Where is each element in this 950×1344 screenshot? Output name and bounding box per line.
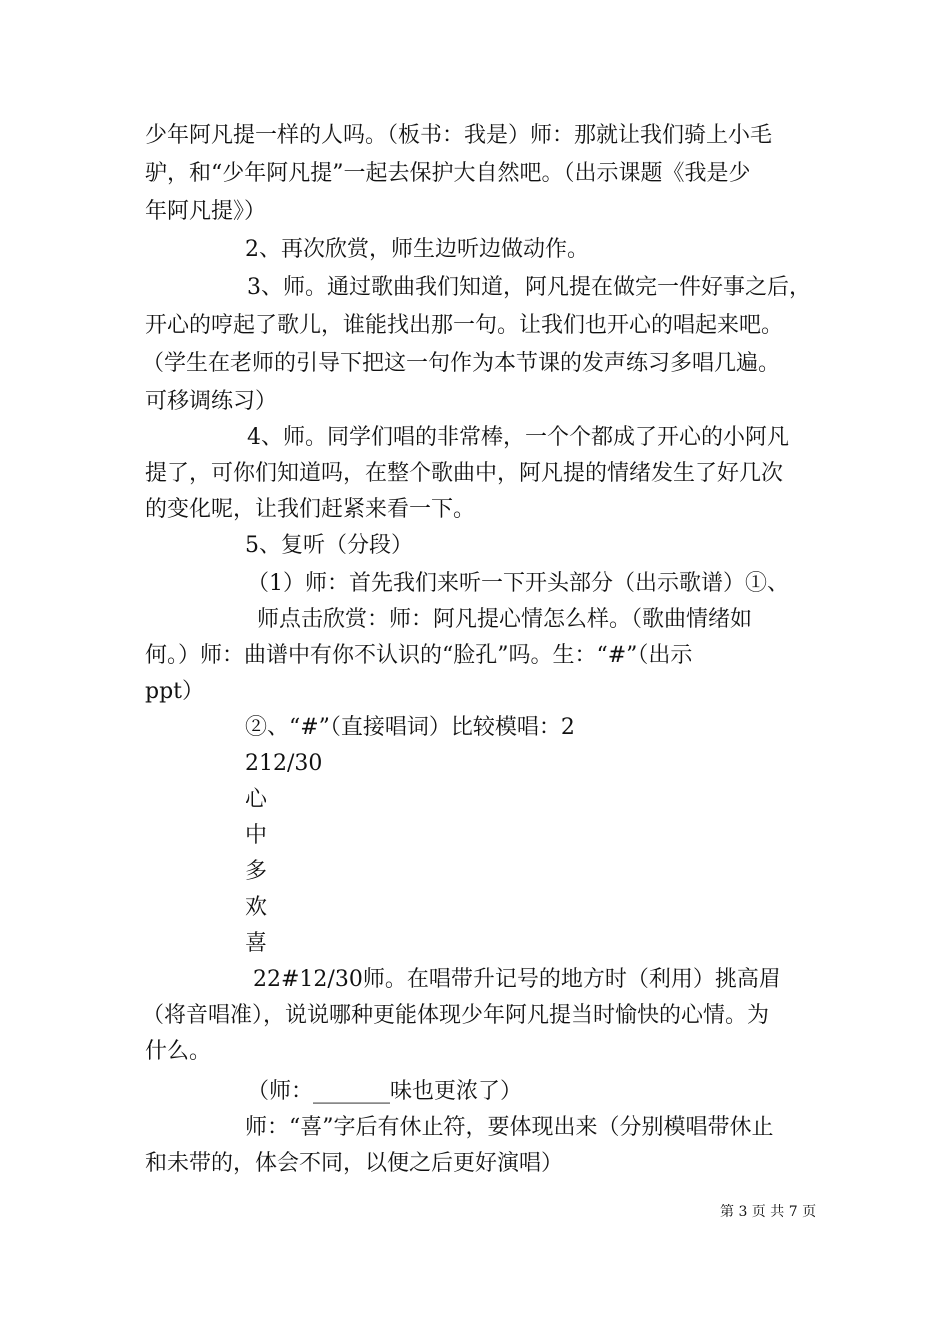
text-line: （将音唱准），说说哪种更能体现少年阿凡提当时愉快的心情。为 [142, 1003, 770, 1028]
text-line: 何。）师：曲谱中有你不认识的“脸孔”吗。生：“#”（出示 [145, 643, 693, 668]
text-line: （师：_______味也更浓了） [247, 1079, 523, 1104]
text-line: 心 [245, 787, 268, 812]
text-line: （1）师：首先我们来听一下开头部分（出示歌谱）①、 [247, 571, 789, 596]
text-line: 什么。 [145, 1039, 212, 1064]
text-line: 开心的哼起了歌儿，谁能找出那一句。让我们也开心的唱起来吧。 [145, 313, 784, 338]
text-line: ppt） [145, 679, 205, 704]
text-line: 师点击欣赏：师：阿凡提心情怎么样。（歌曲情绪如 [257, 607, 753, 632]
text-line: 欢 [245, 895, 268, 920]
text-line: 5、复听（分段） [245, 533, 413, 558]
text-line: 3、师。通过歌曲我们知道，阿凡提在做完一件好事之后， [247, 275, 811, 300]
text-line: 的变化呢，让我们赶紧来看一下。 [145, 497, 476, 522]
text-line: 年阿凡提》） [145, 199, 267, 224]
text-line: 师：“喜”字后有休止符，要体现出来（分别模唱带休止 [245, 1115, 774, 1140]
text-line: （学生在老师的引导下把这一句作为本节课的发声练习多唱几遍。 [142, 351, 781, 376]
text-line: 提了，可你们知道吗，在整个歌曲中，阿凡提的情绪发生了好几次 [145, 461, 784, 486]
text-line: 喜 [245, 931, 268, 956]
text-line: 4、师。同学们唱的非常棒，一个个都成了开心的小阿凡 [247, 425, 789, 450]
page-number: 第 3 页 共 7 页 [720, 1204, 817, 1220]
text-line: 少年阿凡提一样的人吗。（板书：我是）师：那就让我们骑上小毛 [145, 123, 773, 148]
text-line: 可移调练习） [145, 389, 278, 414]
text-line: 中 [245, 823, 268, 848]
text-line: 22#12/30师。在唱带升记号的地方时（利用）挑高眉 [253, 967, 781, 992]
text-line: 驴，和“少年阿凡提”一起去保护大自然吧。（出示课题《我是少 [145, 161, 751, 186]
text-line: ②、“#”（直接唱词）比较模唱：2 [245, 715, 575, 740]
text-line: 212/30 [245, 751, 323, 776]
text-line: 多 [245, 859, 268, 884]
text-line: 2、再次欣赏，师生边听边做动作。 [245, 237, 589, 262]
text-line: 和未带的，体会不同，以便之后更好演唱） [145, 1151, 564, 1176]
